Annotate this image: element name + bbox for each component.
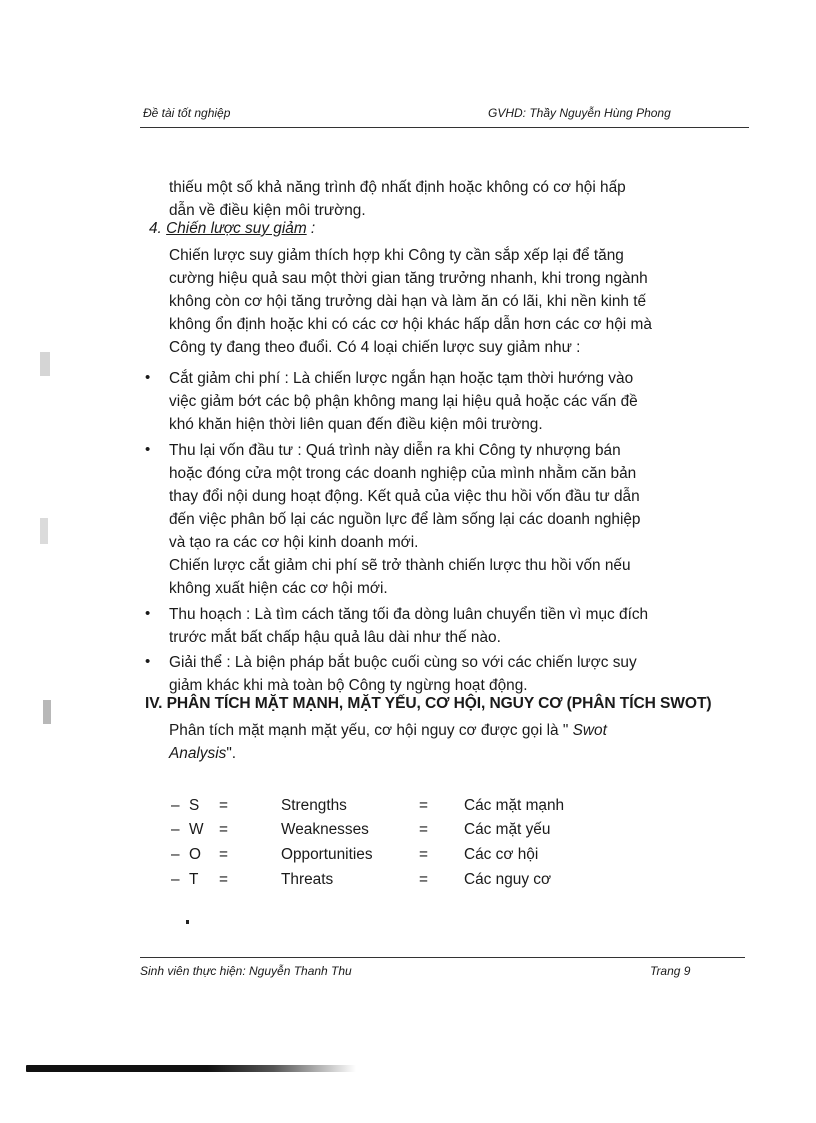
equals-sign: =: [219, 821, 228, 838]
text-line: đến việc phân bố lại các nguồn lực để làm sống lại các doanh nghiệp: [169, 511, 641, 528]
header-topic: Đề tài tốt nghiệp: [143, 106, 231, 120]
text-line: thay đổi nội dung hoạt động. Kết quả của việc thu hồi vốn đầu tư dẫn: [169, 488, 640, 505]
section-title-colon: :: [306, 220, 316, 237]
text-line: và tạo ra các cơ hội kinh doanh mới.: [169, 534, 419, 551]
swot-letter: O: [189, 846, 201, 863]
footer-rule: [140, 957, 745, 958]
equals-sign: =: [219, 871, 228, 888]
equals-sign: =: [219, 797, 228, 814]
swot-english: Weaknesses: [281, 821, 369, 838]
text-line: hoặc đóng cửa một trong các doanh nghiệp của mình nhằm căn bản: [169, 465, 637, 482]
section-iv-heading: IV. PHÂN TÍCH MẶT MẠNH, MẶT YẾU, CƠ HỘI, NGUY CƠ (PHÂN TÍCH SWOT): [145, 695, 712, 712]
text-line: [169, 719, 771, 742]
swot-vietnamese: Các cơ hội: [464, 846, 539, 863]
bullet-item: [169, 603, 771, 649]
section-4-title: [149, 220, 315, 238]
text-line: Công ty đang theo đuổi. Có 4 loại chiến lược suy giảm như :: [169, 339, 581, 356]
swot-row-weaknesses: [171, 821, 631, 844]
swot-english: Threats: [281, 871, 334, 888]
text-line: [169, 742, 771, 765]
swot-row-opportunities: [171, 846, 631, 869]
swot-row-strengths: [171, 797, 631, 820]
intro-end: ".: [226, 745, 237, 762]
section-4-paragraph: [169, 244, 771, 359]
swot-english: Strengths: [281, 797, 347, 814]
section-iv-intro: [169, 719, 771, 765]
swot-vietnamese: Các mặt yếu: [464, 821, 551, 838]
text-line: trước mắt bất chấp hậu quả lâu dài như thế nào.: [169, 629, 501, 646]
footer-author: Sinh viên thực hiện: Nguyễn Thanh Thu: [140, 964, 352, 978]
footer-page-number: Trang 9: [650, 964, 691, 978]
swot-row-threats: [171, 871, 631, 894]
header-rule: [140, 127, 749, 128]
dash: –: [171, 871, 180, 888]
dash: –: [171, 821, 180, 838]
scan-speck: [40, 352, 50, 376]
section-number: 4.: [149, 220, 162, 237]
swot-letter: W: [189, 821, 204, 838]
bullet-icon: •: [145, 653, 151, 670]
text-line: không ổn định hoặc khi có các cơ hội khác hấp dẫn hơn các cơ hội mà: [169, 316, 652, 333]
equals-sign: =: [419, 871, 428, 888]
swot-english: Opportunities: [281, 846, 373, 863]
text-line: khó khăn hiện thời liên quan đến điều kiện môi trường.: [169, 416, 543, 433]
scan-speck: [40, 518, 48, 544]
text-line: việc giảm bớt các bộ phận không mang lại hiệu quả hoặc các vấn đề: [169, 393, 638, 410]
intro-italic: Analysis: [169, 745, 227, 762]
header-advisor: GVHD: Thầy Nguyễn Hùng Phong: [488, 106, 671, 120]
bullet-icon: •: [145, 441, 151, 458]
bullet-icon: •: [145, 369, 151, 386]
dash: –: [171, 846, 180, 863]
intro-paragraph: [169, 176, 771, 222]
scan-speck: [43, 700, 51, 724]
text-line: Giải thể : Là biện pháp bắt buộc cuối cùng so với các chiến lược suy: [169, 654, 637, 671]
text-line: không xuất hiện các cơ hội mới.: [169, 580, 388, 597]
bullet-item: [169, 367, 771, 436]
swot-letter: S: [189, 797, 200, 814]
bullet-item: [169, 439, 771, 600]
swot-vietnamese: Các nguy cơ: [464, 871, 552, 888]
text-line: không còn cơ hội tăng trưởng dài hạn và làm ăn có lãi, khi nền kinh tế: [169, 293, 647, 310]
text-line: thiếu một số khả năng trình độ nhất định hoặc không có cơ hội hấp: [169, 179, 626, 196]
text-line: Chiến lược cắt giảm chi phí sẽ trở thành chiến lược thu hồi vốn nếu: [169, 557, 631, 574]
text-line: Cắt giảm chi phí : Là chiến lược ngắn hạn hoặc tạm thời hướng vào: [169, 370, 634, 387]
swot-vietnamese: Các mặt mạnh: [464, 797, 565, 814]
equals-sign: =: [419, 797, 428, 814]
text-line: giảm khác khi mà toàn bộ Công ty ngừng hoạt động.: [169, 677, 528, 694]
scan-edge-bar: [26, 1065, 356, 1072]
equals-sign: =: [419, 821, 428, 838]
text-line: Thu hoạch : Là tìm cách tăng tối đa dòng luân chuyển tiền vì mục đích: [169, 606, 649, 623]
section-title-text: Chiến lược suy giảm: [166, 220, 307, 237]
text-line: cường hiệu quả sau một thời gian tăng trưởng nhanh, khi trong ngành: [169, 270, 648, 287]
equals-sign: =: [419, 846, 428, 863]
intro-italic: Swot: [568, 722, 607, 739]
bullet-item: [169, 651, 771, 697]
text-line: Thu lại vốn đầu tư : Quá trình này diễn ra khi Công ty nhượng bán: [169, 442, 621, 459]
intro-text: Phân tích mặt mạnh mặt yếu, cơ hội nguy cơ được gọi là ": [169, 722, 569, 739]
equals-sign: =: [219, 846, 228, 863]
scan-speck: [186, 920, 189, 924]
text-line: Chiến lược suy giảm thích hợp khi Công ty cần sắp xếp lại để tăng: [169, 247, 624, 264]
text-line: dẫn về điều kiện môi trường.: [169, 202, 366, 219]
bullet-icon: •: [145, 605, 151, 622]
swot-letter: T: [189, 871, 199, 888]
dash: –: [171, 797, 180, 814]
